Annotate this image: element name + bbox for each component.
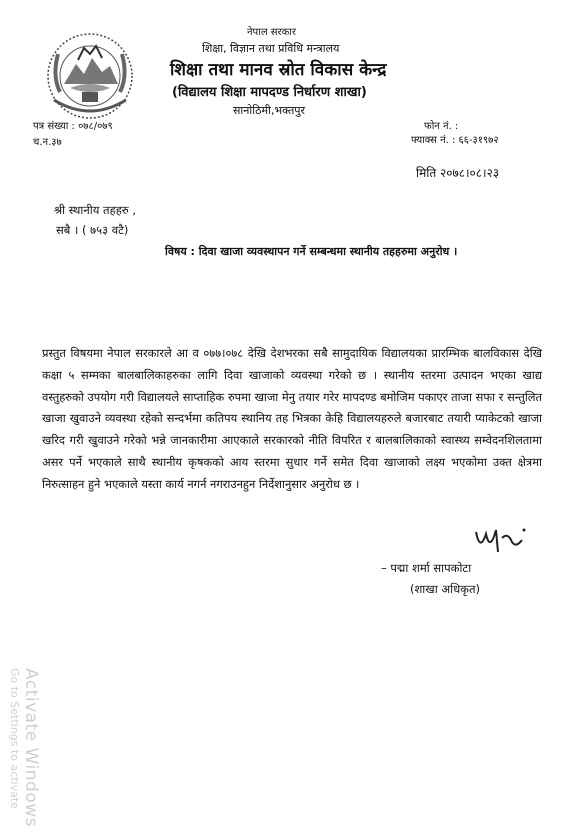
ministry-line: शिक्षा, विज्ञान तथा प्रविधि मन्त्रालय	[202, 42, 340, 55]
fax-number: फ्याक्स नं. : ६६-३१९७२	[411, 135, 499, 146]
government-emblem-icon	[44, 30, 136, 122]
letter-date: मिति २०७८।०८।२३	[416, 166, 500, 180]
watermark-line-2: Go to Settings to activate	[8, 668, 21, 809]
office-location: सानोठिमी,भक्तपुर	[233, 104, 306, 117]
letter-body: प्रस्तुत विषयमा नेपाल सरकारले आ व ०७७।०७८ देखि देशभरका सबै सामुदायिक विद्यालयका प्रारम्भिक बालविकास देखि कक्षा ५ सम्मका बालबालिकाहरुका लागि दिवा खाजाको व्यवस्था गरेको छ । स्थानीय स्तरमा उत्पादन भएका खाद्य वस्तुहरुको उपयोग गरी विद्यालयले साप्ताहिक रुपमा खाजा मेनु तयार गरेर मापदण्ड बमोजिम पकाएर ताजा सफा र सन्तुलित खाजा खुवाउने व्यवस्था रहेको सन्दर्भमा कतिपय स्थानिय तह भित्रका केहि विद्यालयहरुले बजारबाट तयारी प्याकेटको खाजा खरिद गरी खुवाउने गरेको भन्ने जानकारीमा आएकाले सरकारको नीति विपरित र बालबालिकाको स्वास्थ्य सम्वेदनशिलतामा असर पर्ने भएकाले साथै स्थानीय कृषकको आय स्तरमा सुधार गर्ने समेत दिवा खाजाको लक्ष्य भएकोमा उक्त क्षेत्रमा निरुत्साहन हुने भएकाले यस्ता कार्य नगर्न नगराउनहुन निर्देशानुसार अनुरोध छ ।	[42, 346, 542, 491]
signatory-title: (शाखा अधिकृत)	[410, 582, 481, 596]
phone-number: फोन नं. :	[424, 121, 459, 132]
office-name: शिक्षा तथा मानव स्रोत विकास केन्द्र	[170, 60, 387, 80]
activation-watermark	[8, 668, 41, 827]
dispatch-number: च.न.३७	[33, 137, 62, 148]
branch-name: (विद्यालय शिक्षा मापदण्ड निर्धारण शाखा)	[172, 85, 367, 100]
recipient-line-2: सबै । ( ७५३ वटै)	[56, 223, 129, 237]
handwritten-signature	[472, 512, 532, 562]
letter-number: पत्र संख्या : ०७८/०७९	[33, 121, 113, 132]
recipient-line-1: श्री स्थानीय तहहरु ,	[54, 203, 136, 217]
government-line: नेपाल सरकार	[247, 27, 296, 38]
letter-subject: विषय : दिवा खाजा व्यवस्थापन गर्ने सम्बन्धमा स्थानीय तहहरुमा अनुरोध ।	[165, 245, 458, 258]
watermark-line-1: Activate Windows	[21, 668, 41, 827]
signatory-name: – पद्मा शर्मा सापकोटा	[381, 561, 472, 575]
